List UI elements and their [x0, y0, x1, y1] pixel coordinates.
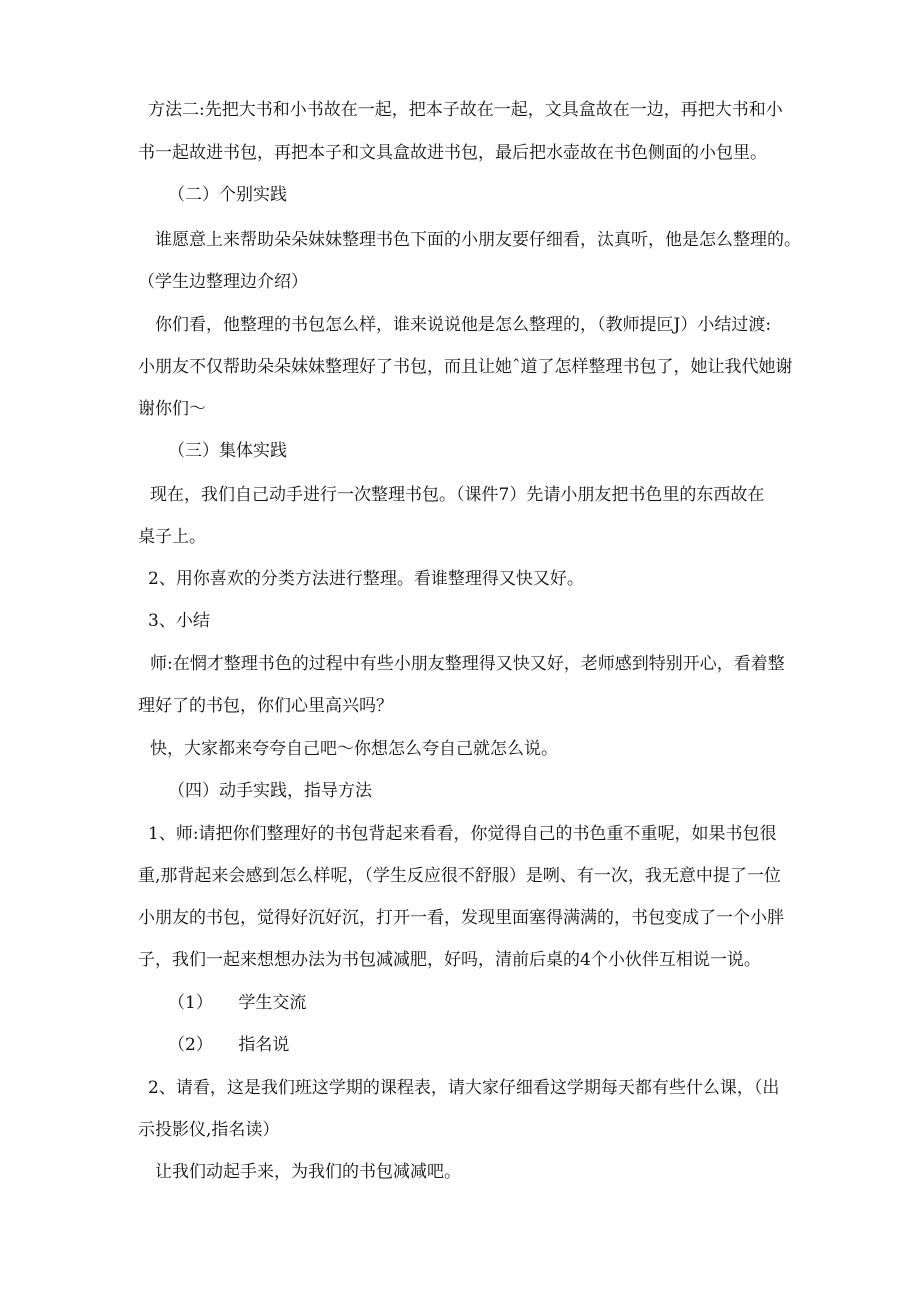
- text-line: 3、小结: [148, 611, 210, 631]
- text-line: 你们看，他整理的书包怎么样，谁来说说他是怎么整理的，（教师提叵J）小结过渡:: [155, 315, 772, 335]
- text-line: 快，大家都来夸夸自己吧〜你想怎么夸自己就怎么说。: [150, 739, 558, 759]
- list-item: （2） 指名说: [168, 1035, 290, 1055]
- text-line: 子，我们一起来想想办法为书包减减肥，好吗，清前后桌的4个小伙伴互相说一说。: [138, 950, 761, 970]
- text-line: 让我们动起手来，为我们的书包减减吧。: [155, 1162, 461, 1182]
- text-line: 小朋友的书包，觉得好沉好沉，打开一看，发现里面塞得满满的，书包变成了一个小胖: [138, 908, 784, 928]
- text-line: 谢你们〜: [138, 399, 206, 419]
- text-line: 桌子上。: [138, 527, 206, 547]
- text-line: 重,那背起来会感到怎么样呢，（学生反应很不舒服）是咧、有一次，我无意中提了一位: [138, 866, 781, 886]
- list-item: （1） 学生交流: [168, 993, 307, 1013]
- text-line: 书一起故进书包，再把本子和文具盒故进书包，最后把水壶故在书色侧面的小包里。: [138, 143, 767, 163]
- text-line: 方法二:先把大书和小书故在一起，把本子故在一起，文具盒故在一边，再把大书和小: [148, 100, 783, 120]
- text-line: 示投影仪,指名读）: [138, 1120, 280, 1140]
- text-line: 谁愿意上来帮助朵朵妹妹整理书色下面的小朋友要仔细看，汰真听，他是怎么整理的。: [155, 230, 801, 250]
- text-line: 2、请看，这是我们班这学期的课程表，请大家仔细看这学期每天都有些什么课，（出: [148, 1078, 780, 1098]
- section-heading: （二）个别实践: [168, 185, 287, 205]
- text-line: 小朋友不仅帮助朵朵妹妹整理好了书包，而且让她ˆ道了怎样整理书包了，她让我代她谢: [138, 357, 793, 377]
- text-line: 理好了的书包，你们心里高兴吗？: [138, 696, 393, 716]
- section-heading: （三）集体实践: [168, 441, 287, 461]
- text-line: 1、师:请把你们整理好的书包背起来看看，你觉得自己的书色重不重呢，如果书包很: [148, 824, 777, 844]
- text-line: （学生边整理边介绍）: [138, 272, 308, 292]
- section-heading: （四）动手实践，指导方法: [168, 781, 372, 801]
- text-line: 2、用你喜欢的分类方法进行整理。看谁整理得又快又好。: [148, 569, 584, 589]
- text-line: 师:在惘才整理书色的过程中有些小朋友整理得又快又好，老师感到特别开心，看着整: [150, 654, 785, 674]
- text-line: 现在，我们自己动手进行一次整理书包。（课件7）先请小朋友把书色里的东西故在: [150, 485, 765, 505]
